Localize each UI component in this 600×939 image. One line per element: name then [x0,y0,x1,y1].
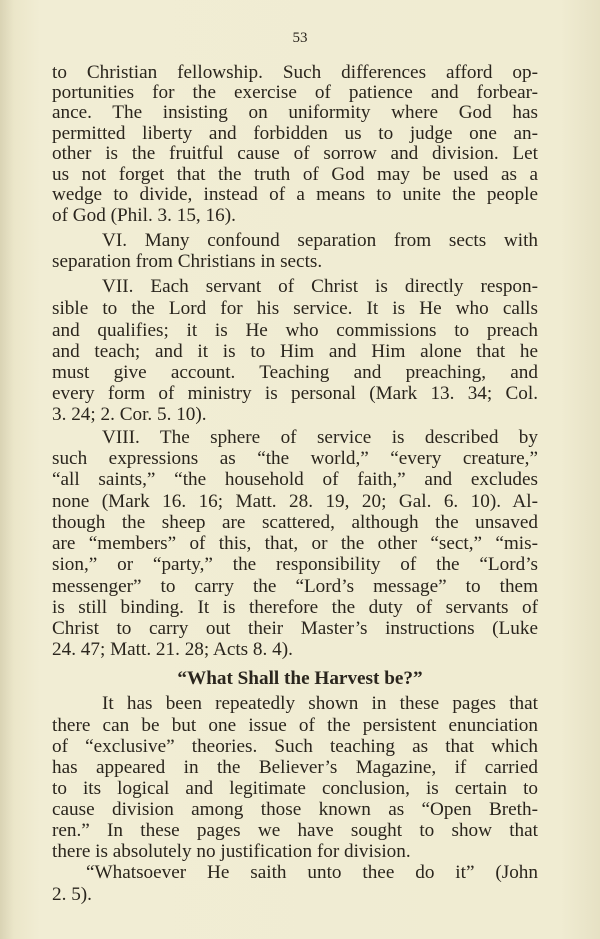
text-line: “Whatsoever He saith unto thee do it” (John [86,862,538,883]
text-line: ren.” In these pages we have sought to show that [52,820,538,841]
text-line: “all saints,” “the household of faith,” and excludes [52,469,538,490]
text-line: is still binding. It is therefore the duty of servants of [52,597,538,618]
text-line: to Christian fellowship. Such differences afford op- [52,62,538,83]
text-line: portunities for the exercise of patience and forbear- [52,82,538,103]
text-line: and teach; and it is to Him and Him alone that he [52,341,538,362]
page-number: 53 [292,30,308,46]
text-line: and qualifies; it is He who commissions to preach [52,320,538,341]
text-line: VII. Each servant of Christ is directly respon- [102,276,538,297]
text-line: 24. 47; Matt. 21. 28; Acts 8. 4). [52,639,293,660]
text-line: 3. 24; 2. Cor. 5. 10). [52,404,207,425]
text-line: messenger” to carry the “Lord’s message” to them [52,576,538,597]
text-line: VIII. The sphere of service is described by [102,427,538,448]
text-line: of God (Phil. 3. 15, 16). [52,205,236,226]
text-line: us not forget that the truth of God may be used as a [52,164,538,185]
text-line: permitted liberty and forbidden us to judge one an- [52,123,538,144]
text-line: other is the fruitful cause of sorrow and division. Let [52,143,538,164]
section-heading: “What Shall the Harvest be?” [177,668,423,689]
text-line: It has been repeatedly shown in these pages that [102,693,538,714]
text-line: there can be but one issue of the persistent enunciation [52,715,538,736]
text-line: cause division among those known as “Open Breth- [52,799,538,820]
text-line: though the sheep are scattered, although the unsaved [52,512,538,533]
text-line: VI. Many confound separation from sects with [102,230,538,251]
text-line: every form of ministry is personal (Mark 13. 34; Col. [52,383,538,404]
text-line: must give account. Teaching and preaching, and [52,362,538,383]
text-line: Christ to carry out their Master’s instructions (Luke [52,618,538,639]
text-line: wedge to divide, instead of a means to unite the people [52,184,538,205]
text-line: of “exclusive” theories. Such teaching as that which [52,736,538,757]
text-line: such expressions as “the world,” “every creature,” [52,448,538,469]
text-line: ance. The insisting on uniformity where God has [52,102,538,123]
text-line: separation from Christians in sects. [52,251,323,272]
text-line: are “members” of this, that, or the other “sect,” “mis- [52,533,538,554]
text-line: none (Mark 16. 16; Matt. 28. 19, 20; Gal. 6. 10). Al- [52,491,538,512]
text-line: sion,” or “party,” the responsibility of the “Lord’s [52,554,538,575]
text-line: to its logical and legitimate conclusion, is certain to [52,778,538,799]
text-line: has appeared in the Believer’s Magazine, if carried [52,757,538,778]
text-line: 2. 5). [52,884,92,905]
text-line: sible to the Lord for his service. It is He who calls [52,298,538,319]
text-line: there is absolutely no justification for division. [52,841,411,862]
